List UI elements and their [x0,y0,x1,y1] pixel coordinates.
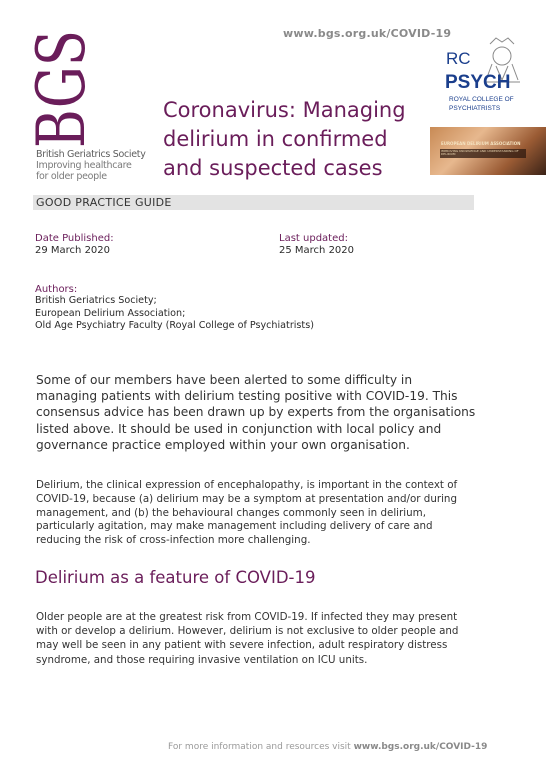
footer-text: For more information and resources visit [168,742,354,752]
author-item: European Delirium Association; [35,307,186,319]
eda-subtitle: IMPROVING KNOWLEDGE AND UNDERSTANDING OF DELIRIUM [441,149,519,157]
section-heading: Delirium as a feature of COVID-19 [35,568,316,587]
author-item: British Geriatrics Society; [35,295,157,306]
rcpsych-rc: RC [446,49,471,68]
bgs-tagline-1: Improving healthcare [36,160,132,171]
bgs-logo-letters: BGS [23,0,100,148]
body-paragraph-2: Older people are at the greatest risk from COVID-19. If infected they may present with or develop a delirium. However, delirium is not exclusive to older people and may well be seen in any patient with severe infection, adult respiratory distress syndrome, and those requiring invasive ventilation on ICU units. [36,611,459,666]
bgs-tagline-2: for older people [36,171,107,182]
updated-value: 25 March 2020 [279,245,355,256]
rcpsych-psych: PSYCH [445,72,511,93]
eda-logo [430,127,546,175]
updated-label: Last updated: [279,233,348,244]
header-url[interactable]: www.bgs.org.uk/COVID-19 [283,27,452,40]
body-paragraph-1: Delirium, the clinical expression of encephalopathy, is important in the context of COVID-19, because (a) delirium may be a symptom at presentation and/or during management, and (b) the behavioural changes commonly seen in delirium, particularly agitation, may make management including delivery of care and reducing the risk of cross-infection more challenging. [36,479,458,547]
footer [168,742,487,752]
footer-link[interactable]: www.bgs.org.uk/COVID-19 [353,742,488,752]
authors-list [35,295,314,333]
guide-bar [33,195,474,210]
guide-label: GOOD PRACTICE GUIDE [36,196,172,209]
page-title: Coronavirus: Managing delirium in confirmed and suspected cases [163,98,406,180]
author-item: Old Age Psychiatry Faculty (Royal College of Psychiatrists) [35,320,314,331]
authors-label: Authors: [35,284,78,295]
published-value: 29 March 2020 [35,245,111,256]
rcpsych-logo [440,34,540,124]
published-label: Date Published: [35,233,114,244]
eda-title: EUROPEAN DELIRIUM ASSOCIATION [441,141,521,146]
intro-paragraph: Some of our members have been alerted to some difficulty in managing patients with delirium testing positive with COVID-19. This consensus advice has been drawn up by experts from the organisations listed above. It should be used in conjunction with local policy and governance practice employed within your own organisation. [36,373,476,452]
bgs-name: British Geriatrics Society [36,149,146,160]
rcpsych-sub1: ROYAL COLLEGE OF [449,96,514,103]
rcpsych-sub2: PSYCHIATRISTS [449,105,501,112]
bgs-logo [23,0,100,148]
